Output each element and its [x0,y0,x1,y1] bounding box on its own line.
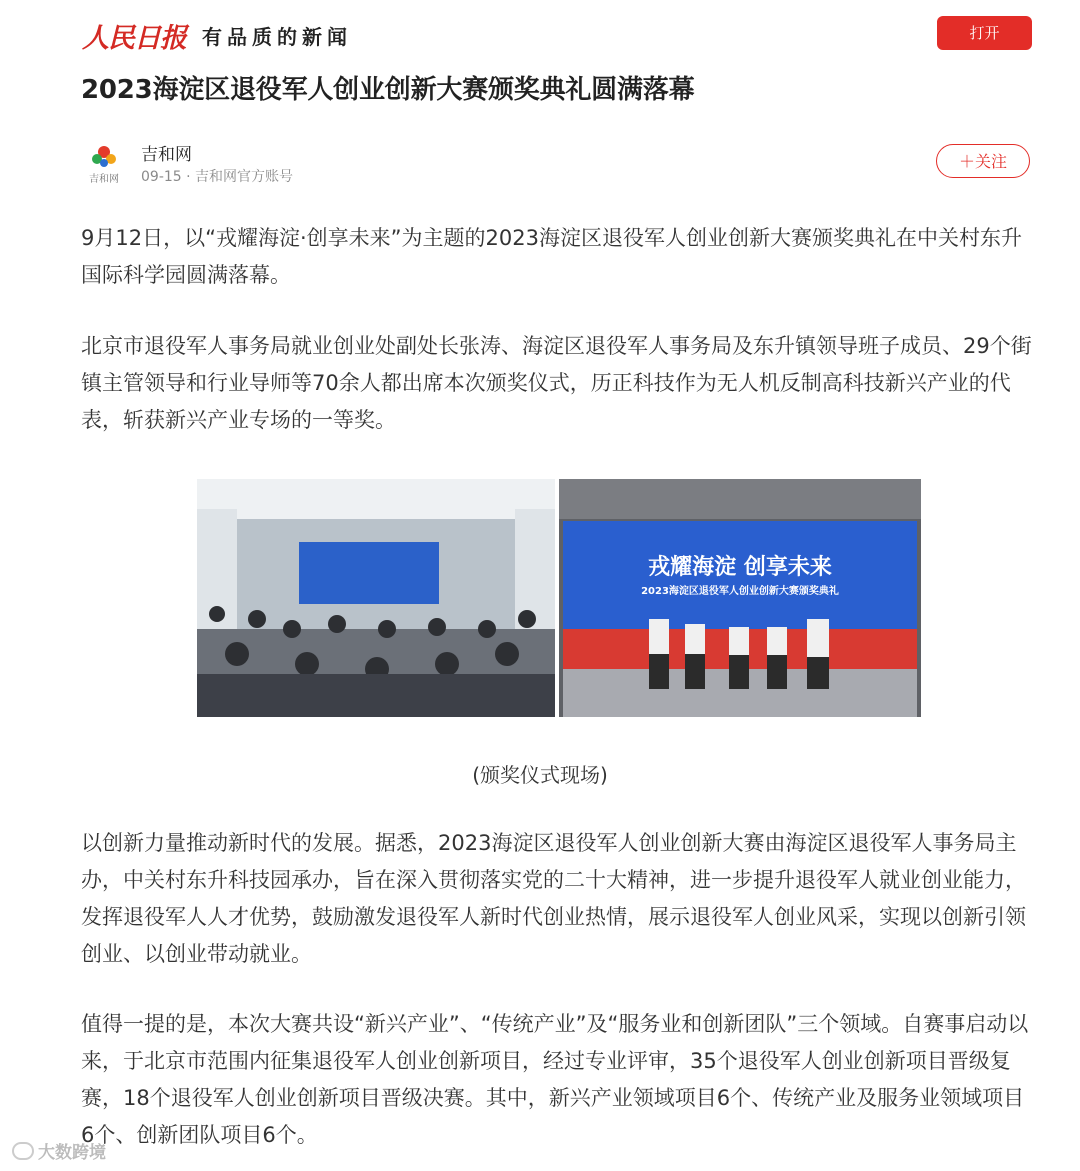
author-avatar[interactable] [82,142,126,186]
stage-banner-subtitle: 2023海淀区退役军人创业创新大赛颁奖典礼 [641,586,839,597]
article-photo[interactable] [197,479,921,717]
people-daily-logo: 人民日报 [82,23,186,54]
top-bar [0,0,1080,66]
follow-button[interactable]: ＋关注 [936,144,1030,178]
avatar-label: 吉和网 [89,174,119,185]
stage-banner-title: 戎耀海淀 创享未来 [648,555,832,580]
article-title: 2023海淀区退役军人创业创新大赛颁奖典礼圆满落幕 [81,75,695,105]
article-paragraph: 以创新力量推动新时代的发展。据悉，2023海淀区退役军人创业创新大赛由海淀区退役军人事务局主办，中关村东升科技园承办，旨在深入贯彻落实党的二十大精神，进一步提升退役军人就业创业能力，发挥退役军人人才优势，鼓励激发退役军人新时代创业热情，展示退役军人创业风采，实现以创新引领创业、以创业带动就业。 [81,831,1026,966]
watermark [12,1138,106,1163]
article-paragraph: 9月12日，以“戎耀海淀·创享未来”为主题的2023海淀区退役军人创业创新大赛颁奖典礼在中关村东升国际科学园圆满落幕。 [81,226,1022,287]
app-logo[interactable] [82,16,352,55]
author-bar [82,140,1032,190]
app-slogan: 有品质的新闻 [202,25,352,49]
jihe-logo-icon [82,142,126,172]
watermark-icon [12,1142,34,1160]
article-paragraph: 北京市退役军人事务局就业创业处副处长张涛、海淀区退役军人事务局及东升镇领导班子成员、29个街镇主管领导和行业导师等70余人都出席本次颁奖仪式，历正科技作为无人机反制高科技新兴产业的代表，斩获新兴产业专场的一等奖。 [81,334,1032,432]
ceremony-photo [197,479,921,717]
photo-caption: (颁奖仪式现场) [472,763,608,787]
author-meta: 09-15 · 吉和网官方账号 [141,169,294,185]
article-paragraph: 值得一提的是，本次大赛共设“新兴产业”、“传统产业”及“服务业和创新团队”三个领域。自赛事启动以来，于北京市范围内征集退役军人创业创新项目，经过专业评审，35个退役军人创业创新项目晋级复赛，18个退役军人创业创新项目晋级决赛。其中，新兴产业领域项目6个、传统产业及服务业领域项目6个、创新团队项目6个。 [81,1012,1029,1147]
watermark-text: 大数跨境 [38,1143,106,1163]
open-app-button[interactable]: 打开 [937,16,1032,50]
author-name[interactable]: 吉和网 [141,145,192,165]
